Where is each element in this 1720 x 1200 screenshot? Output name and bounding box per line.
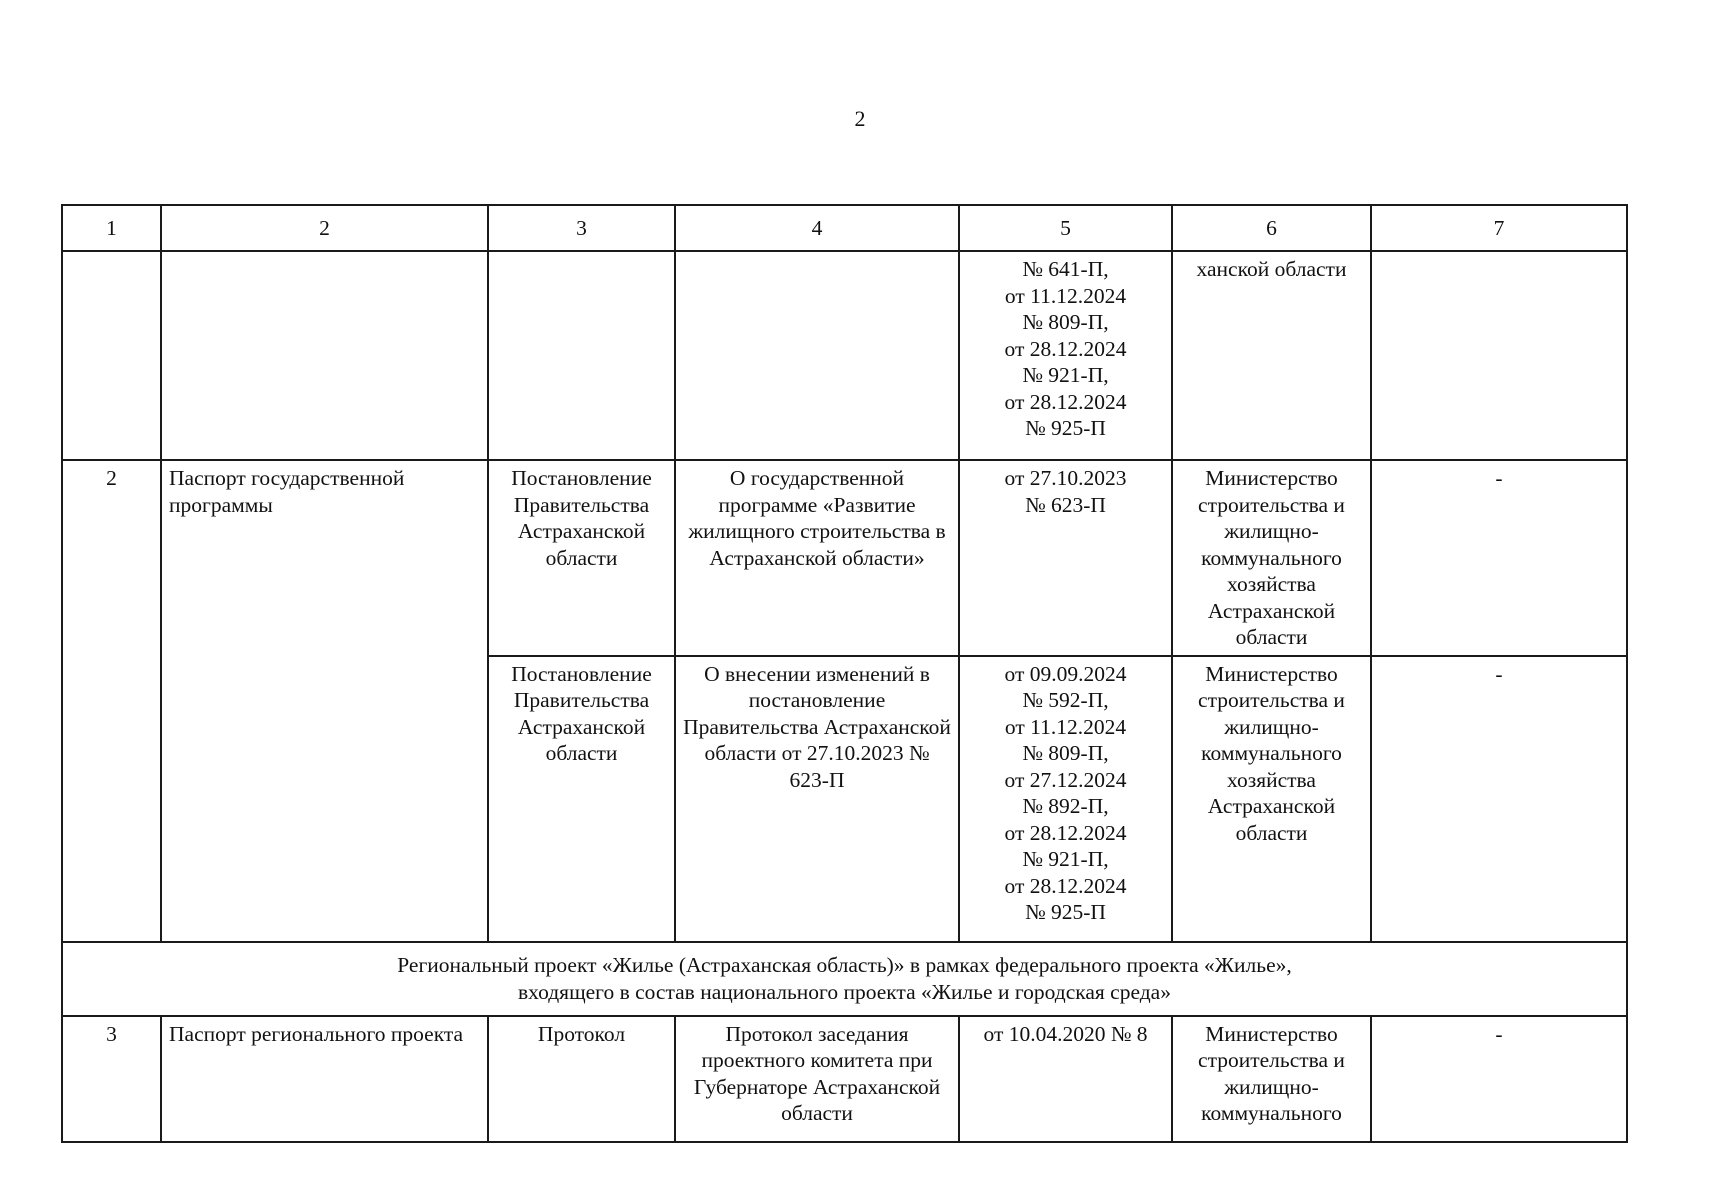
cell-number: 3 [62, 1016, 161, 1142]
cell-act-type [488, 251, 675, 460]
cell-note [1371, 251, 1627, 460]
cell-act-details: от 27.10.2023 № 623-П [959, 460, 1172, 656]
column-header: 6 [1172, 205, 1371, 251]
cell-act-name: Протокол заседания проектного комитета при Губернаторе Астраханской области [675, 1016, 959, 1142]
table-row [62, 1016, 1627, 1142]
cell-document: Паспорт регионального проекта [161, 1016, 488, 1142]
cell-act-type: Постановление Правительства Астраханской области [488, 656, 675, 942]
cell-document [161, 251, 488, 460]
column-header: 4 [675, 205, 959, 251]
section-header-row [62, 942, 1627, 1016]
cell-act-type: Протокол [488, 1016, 675, 1142]
table-header-row [62, 205, 1627, 251]
cell-act-type: Постановление Правительства Астраханской области [488, 460, 675, 656]
cell-note: - [1371, 656, 1627, 942]
cell-note: - [1371, 1016, 1627, 1142]
cell-number: 2 [62, 460, 161, 942]
cell-organization: Министерство строительства и жилищно-коммунального хозяйства Астраханской области [1172, 460, 1371, 656]
cell-organization: Министерство строительства и жилищно-коммунального хозяйства Астраханской области [1172, 656, 1371, 942]
cell-act-details: № 641-П, от 11.12.2024 № 809-П, от 28.12.2024 № 921-П, от 28.12.2024 № 925-П [959, 251, 1172, 460]
cell-organization: Министерство строительства и жилищно-коммунального [1172, 1016, 1371, 1142]
column-header: 5 [959, 205, 1172, 251]
cell-act-details: от 10.04.2020 № 8 [959, 1016, 1172, 1142]
section-title: Региональный проект «Жилье (Астраханская область)» в рамках федерального проекта «Жилье», входящего в состав национального проекта «Жилье и городская среда» [62, 942, 1627, 1016]
column-header: 7 [1371, 205, 1627, 251]
table-row [62, 460, 1627, 656]
cell-organization: ханской области [1172, 251, 1371, 460]
column-header: 3 [488, 205, 675, 251]
cell-act-details: от 09.09.2024 № 592-П, от 11.12.2024 № 809-П, от 27.12.2024 № 892-П, от 28.12.2024 № 921-П, от 28.12.2024 № 925-П [959, 656, 1172, 942]
column-header: 2 [161, 205, 488, 251]
cell-number [62, 251, 161, 460]
regulations-table [61, 204, 1628, 1143]
table-row-continuation [62, 251, 1627, 460]
cell-document: Паспорт государственной программы [161, 460, 488, 942]
cell-act-name: О государственной программе «Развитие жилищного строительства в Астраханской области» [675, 460, 959, 656]
cell-note: - [1371, 460, 1627, 656]
column-header: 1 [62, 205, 161, 251]
cell-act-name: О внесении изменений в постановление Правительства Астраханской области от 27.10.2023 № 623-П [675, 656, 959, 942]
cell-act-name [675, 251, 959, 460]
page-number: 2 [854, 106, 866, 131]
